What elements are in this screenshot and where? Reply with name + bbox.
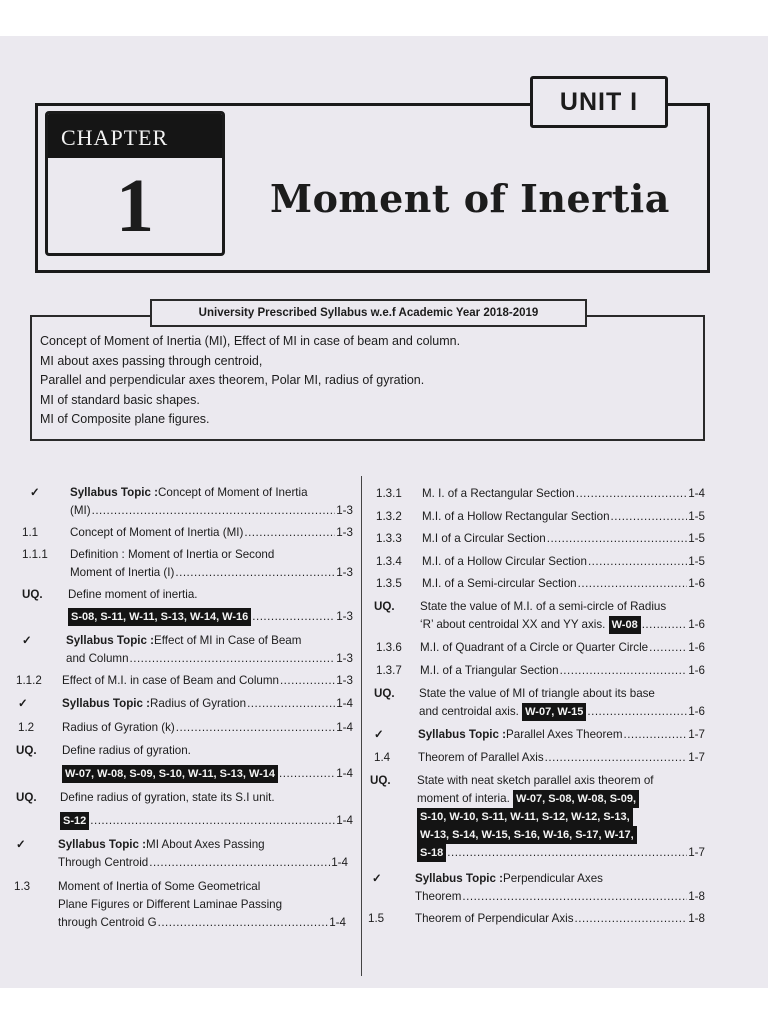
toc-entry[interactable] — [0, 546, 360, 586]
chapter-number-box — [45, 111, 225, 256]
check-icon: ✓ — [372, 872, 382, 885]
toc-entry[interactable] — [0, 608, 360, 628]
exam-tags: W-07, W-08, S-09, S-10, W-11, S-13, W-14 — [62, 765, 278, 783]
syllabus-banner: University Prescribed Syllabus w.e.f Academic Year 2018-2019 — [150, 299, 587, 327]
toc-entry[interactable] — [370, 530, 710, 550]
toc-entry-title: Plane Figures or Different Laminae Passing — [58, 898, 283, 911]
toc-entry-title: Effect of M.I. in case of Beam and Column — [62, 674, 279, 687]
toc-page-number: 1-6 — [688, 705, 705, 718]
toc-entry-title: M.I. of a Hollow Rectangular Section — [422, 510, 610, 523]
toc-page-number: 1-6 — [688, 618, 705, 631]
toc-entry-number: 1.3.5 — [376, 577, 402, 590]
toc-entry-number: 1.3.1 — [376, 487, 402, 500]
toc-page-number: 1-5 — [688, 555, 705, 568]
toc-page-number: 1-7 — [688, 846, 705, 859]
toc-entry[interactable] — [370, 639, 710, 659]
toc-entry-title: ‘R’ about centroidal XX and YY axis. — [420, 618, 606, 631]
toc-entry-number: 1.4 — [374, 751, 391, 764]
toc-entry-title: Definition : Moment of Inertia or Second — [70, 548, 275, 561]
toc-page-number: 1-3 — [336, 610, 353, 623]
toc-entry-title: State the value of MI of triangle about its base — [419, 687, 655, 700]
toc-entry-title: Concept of Moment of Inertia — [158, 486, 308, 499]
check-icon: ✓ — [22, 634, 32, 647]
toc-entry-title: and Column — [66, 652, 129, 665]
syllabus-line: MI of Composite plane figures. — [40, 412, 210, 426]
toc-entry[interactable] — [0, 632, 360, 672]
toc-entry[interactable] — [370, 726, 710, 746]
exam-tags: W-07, S-08, W-08, S-09, — [513, 790, 639, 808]
toc-page-number: 1-6 — [688, 664, 705, 677]
toc-entry-title: Parallel Axes Theorem — [506, 728, 623, 741]
chapter-label: CHAPTER — [48, 114, 222, 158]
toc-entry-title: M.I. of Quadrant of a Circle or Quarter Circle — [420, 641, 649, 654]
toc-page-number: 1-4 — [336, 697, 353, 710]
toc-entry[interactable] — [370, 575, 710, 595]
toc-page-number: 1-5 — [688, 532, 705, 545]
toc-entry[interactable] — [0, 672, 360, 692]
toc-page-number: 1-4 — [329, 916, 346, 929]
syllabus-topic-label: Syllabus Topic : — [418, 728, 507, 741]
toc-entry-number: 1.3.7 — [376, 664, 402, 677]
toc-entry-title: Effect of MI in Case of Beam — [154, 634, 302, 647]
toc-entry-title: Theorem of Perpendicular Axis — [415, 912, 574, 925]
exam-tags: S-10, W-10, S-11, W-11, S-12, W-12, S-13, — [417, 808, 633, 826]
toc-entry[interactable] — [370, 485, 710, 505]
syllabus-line: Parallel and perpendicular axes theorem, Polar MI, radius of gyration. — [40, 373, 425, 387]
check-icon: ✓ — [374, 728, 384, 741]
toc-page-number: 1-7 — [688, 728, 705, 741]
toc-page-number: 1-4 — [336, 767, 353, 780]
toc-page-number: 1-4 — [331, 856, 348, 869]
toc-entry-title: Theorem of Parallel Axis — [418, 751, 544, 764]
book-page — [0, 36, 768, 988]
exam-tags: W-08 — [609, 616, 641, 634]
toc-entry-number: 1.3.6 — [376, 641, 402, 654]
toc-entry-title: M. I. of a Rectangular Section — [422, 487, 575, 500]
toc-page-number: 1-3 — [336, 504, 353, 517]
toc-entry[interactable] — [370, 910, 710, 930]
toc-entry-number: 1.2 — [18, 721, 35, 734]
chapter-title: Moment of Inertia — [270, 176, 670, 221]
toc-entry-title: Radius of Gyration (k) — [62, 721, 175, 734]
syllabus-topic-label: Syllabus Topic : — [415, 872, 504, 885]
toc-entry-title: Moment of Inertia of Some Geometrical — [58, 880, 261, 893]
toc-entry[interactable] — [0, 812, 360, 832]
toc-entry-number: 1.1 — [22, 526, 39, 539]
university-question-label: UQ. — [374, 687, 395, 700]
syllabus-line: MI about axes passing through centroid, — [40, 353, 263, 368]
toc-entry-title: Define radius of gyration, state its S.I unit. — [60, 791, 275, 804]
university-question-label: UQ. — [374, 600, 395, 613]
toc-page-number: 1-6 — [688, 641, 705, 654]
column-divider — [361, 476, 362, 976]
toc-entry-title: Perpendicular Axes — [503, 872, 603, 885]
toc-entry[interactable] — [370, 598, 710, 638]
university-question-label: UQ. — [22, 588, 43, 601]
toc-page-number: 1-3 — [336, 674, 353, 687]
toc-page-number: 1-6 — [688, 577, 705, 590]
exam-tags: S-08, S-11, W-11, S-13, W-14, W-16 — [68, 608, 251, 626]
toc-entry-title: State with neat sketch parallel axis theorem of — [417, 774, 654, 787]
university-question-label: UQ. — [16, 791, 37, 804]
toc-entry-title: (MI) — [70, 504, 91, 517]
toc-entry[interactable] — [0, 695, 360, 715]
syllabus-topic-label: Syllabus Topic : — [66, 634, 155, 647]
toc-page-number: 1-4 — [336, 721, 353, 734]
toc-page-number: 1-3 — [336, 526, 353, 539]
toc-entry[interactable] — [370, 870, 710, 910]
toc-entry[interactable] — [0, 484, 360, 524]
toc-page-number: 1-8 — [688, 912, 705, 925]
toc-entry-title: M.I. of a Triangular Section — [420, 664, 559, 677]
toc-entry[interactable] — [0, 524, 360, 544]
check-icon: ✓ — [18, 697, 28, 710]
toc-page-number: 1-4 — [336, 814, 353, 827]
unit-label: UNIT I — [559, 87, 639, 116]
toc-entry[interactable] — [0, 765, 360, 785]
toc-entry-title: and centroidal axis. — [419, 705, 519, 718]
syllabus-topic-label: Syllabus Topic : — [62, 697, 151, 710]
toc-entry[interactable] — [370, 749, 710, 769]
toc-entry-number: 1.3.3 — [376, 532, 402, 545]
toc-page-number: 1-8 — [688, 890, 705, 903]
toc-entry-number: 1.1.1 — [22, 548, 48, 561]
chapter-number: 1 — [116, 163, 154, 248]
toc-entry-title: M.I of a Circular Section — [422, 532, 546, 545]
syllabus-topic-label: Syllabus Topic : — [70, 486, 159, 499]
syllabus-topic-label: Syllabus Topic : — [58, 838, 147, 851]
check-icon: ✓ — [16, 838, 26, 851]
toc-entry[interactable] — [0, 719, 360, 739]
toc-page-number: 1-4 — [688, 487, 705, 500]
exam-tags: S-12 — [60, 812, 89, 830]
toc-entry-title: M.I. of a Hollow Circular Section — [422, 555, 587, 568]
exam-tags: W-07, W-15 — [522, 703, 586, 721]
toc-entry[interactable] — [0, 742, 360, 762]
exam-tags: S-18 — [417, 844, 446, 862]
toc-entry-title: MI About Axes Passing — [146, 838, 265, 851]
toc-entry-title: Concept of Moment of Inertia (MI) — [70, 526, 244, 539]
toc-page-number: 1-3 — [336, 652, 353, 665]
toc-entry-title: M.I. of a Semi-circular Section — [422, 577, 577, 590]
toc-entry[interactable] — [0, 878, 360, 938]
toc-entry-number: 1.3.2 — [376, 510, 402, 523]
toc-entry-title: moment of interia. — [417, 792, 510, 805]
toc-entry-title: Through Centroid — [58, 856, 149, 869]
syllabus-line: MI of standard basic shapes. — [40, 392, 200, 407]
toc-entry-title: Define moment of inertia. — [68, 588, 198, 601]
toc-page-number: 1-5 — [688, 510, 705, 523]
toc-entry[interactable] — [0, 836, 360, 876]
toc-entry-title: Moment of Inertia (I) — [70, 566, 175, 579]
syllabus-list — [40, 332, 690, 430]
toc-entry[interactable] — [0, 586, 360, 606]
toc-entry-number: 1.5 — [368, 912, 385, 925]
toc-page-number: 1-3 — [336, 566, 353, 579]
university-question-label: UQ. — [370, 774, 391, 787]
toc-entry[interactable] — [370, 772, 710, 872]
toc-entry[interactable] — [0, 789, 360, 809]
toc-entry[interactable] — [370, 685, 710, 725]
toc-entry-title: State the value of M.I. of a semi-circle of Radius — [420, 600, 667, 613]
toc-entry-title: Radius of Gyration — [150, 697, 247, 710]
toc-entry-title: Define radius of gyration. — [62, 744, 191, 757]
university-question-label: UQ. — [16, 744, 37, 757]
toc-entry[interactable] — [370, 662, 710, 682]
toc-entry-number: 1.3 — [14, 880, 31, 893]
toc-entry[interactable] — [370, 508, 710, 528]
toc-entry[interactable] — [370, 553, 710, 573]
unit-badge — [530, 76, 668, 128]
toc-entry-title: through Centroid G — [58, 916, 157, 929]
toc-entry-title: Theorem — [415, 890, 462, 903]
toc-entry-number: 1.1.2 — [16, 674, 42, 687]
toc-entry-number: 1.3.4 — [376, 555, 402, 568]
toc-page-number: 1-7 — [688, 751, 705, 764]
syllabus-line: Concept of Moment of Inertia (MI), Effect of MI in case of beam and column. — [40, 334, 461, 348]
exam-tags: W-13, S-14, W-15, S-16, W-16, S-17, W-17, — [417, 826, 637, 844]
check-icon: ✓ — [30, 486, 40, 499]
